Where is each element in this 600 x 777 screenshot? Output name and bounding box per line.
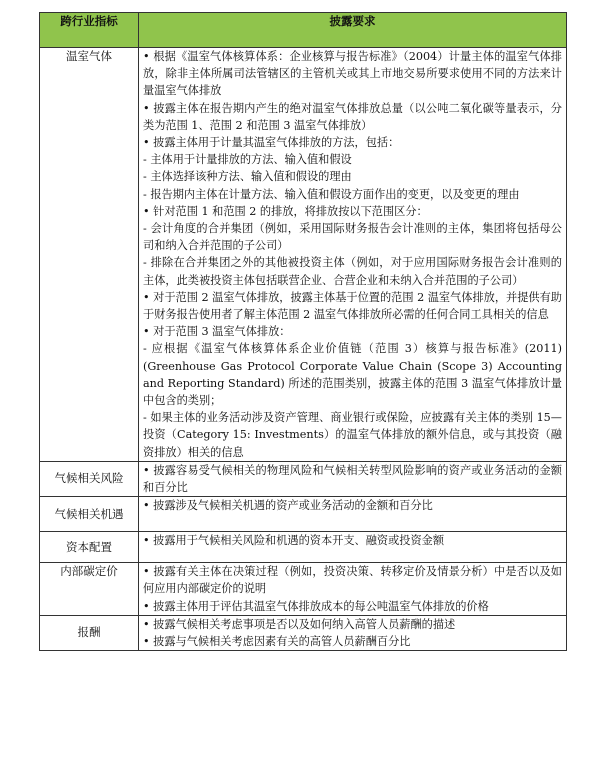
list-item: • 披露与气候相关考虑因素有关的高管人员薪酬百分比	[143, 635, 411, 649]
table-row-physical-risk	[40, 461, 567, 496]
row-label-remuneration: 报酬	[40, 615, 139, 650]
header-indicator: 跨行业指标	[40, 13, 139, 48]
list-item: - 会计角度的合并集团（例如，采用国际财务报告会计准则的主体，集团将包括母公司和纳入合并范围的子公司）	[143, 222, 562, 253]
row-label-climate-risk: 气候相关风险	[40, 461, 139, 496]
list-item: - 报告期内主体在计量方法、输入值和假设方面作出的变更，以及变更的理由	[143, 187, 520, 201]
row-content-internal-carbon-price	[139, 563, 567, 616]
list-item: - 如果主体的业务活动涉及资产管理、商业银行或保险，应披露有关主体的类别 15—投资（Category 15: Investments）的温室气体排放的额外信息，或与其投资（融资排放）相关的信息	[143, 411, 562, 459]
list-item: • 根据《温室气体核算体系：企业核算与报告标准》（2004）计量主体的温室气体排放，除非主体所属司法管辖区的主管机关或其上市地交易所要求使用不同的方法来计量温室气体排放	[143, 50, 562, 98]
table-row-carbon-price	[40, 563, 567, 616]
list-item: • 披露容易受气候相关的物理风险和气候相关转型风险影响的资产或业务活动的金额和百分比	[143, 463, 562, 495]
row-label-internal-carbon-price: 内部碳定价	[40, 563, 139, 616]
row-content-climate-risk	[139, 461, 567, 496]
list-item: • 针对范围 1 和范围 2 的排放，将排放按以下范围区分：	[143, 204, 428, 218]
header-requirement: 披露要求	[139, 13, 567, 48]
list-item: - 排除在合并集团之外的其他被投资主体（例如，对于应用国际财务报告会计准则的主体，此类被投资主体包括联营企业、合营企业和未纳入合并范围的子公司）	[143, 256, 562, 287]
list-item: • 对于范围 3 温室气体排放：	[143, 325, 291, 339]
table-header-row	[40, 13, 567, 48]
list-item: • 披露主体用于计量其温室气体排放的方法，包括：	[143, 136, 400, 150]
table-row-capital	[40, 532, 567, 563]
list-item: • 披露涉及气候相关机遇的资产或业务活动的金额和百分比	[143, 499, 433, 513]
list-item: - 应根据《温室气体核算体系企业价值链（范围 3）核算与报告标准》(2011)(Greenhouse Gas Protocol Corporate Value Chain (Scope 3) Accounting and Reporting Standard) 所述的范围类别，披露主体的范围 3 温室气体排放计量中包含的类别；	[143, 342, 562, 408]
table-row-remuneration	[40, 615, 567, 650]
row-content-climate-opportunity	[139, 497, 567, 532]
list-item: • 披露有关主体在决策过程（例如，投资决策、转移定价及情景分析）中是否以及如何应用内部碳定价的说明	[143, 565, 562, 596]
list-item: • 披露主体在报告期内产生的绝对温室气体排放总量（以公吨二氧化碳等量表示，分类为范围 1、范围 2 和范围 3 温室气体排放）	[143, 101, 562, 132]
row-label-ghg: 温室气体	[40, 48, 139, 462]
row-label-climate-opportunity: 气候相关机遇	[40, 497, 139, 532]
list-item: • 披露气候相关考虑事项是否以及如何纳入高管人员薪酬的描述	[143, 617, 456, 631]
row-content-ghg	[139, 48, 567, 462]
disclosure-table	[39, 12, 567, 651]
table-row-ghg	[40, 48, 567, 462]
row-label-capital-deployment: 资本配置	[40, 532, 139, 563]
row-content-capital-deployment	[139, 532, 567, 563]
list-item: • 披露用于气候相关风险和机遇的资本开支、融资或投资金额	[143, 534, 445, 548]
row-content-remuneration	[139, 615, 567, 650]
list-item: - 主体用于计量排放的方法、输入值和假设	[143, 153, 352, 167]
table-row-opportunity	[40, 497, 567, 532]
list-item: - 主体选择该种方法、输入值和假设的理由	[143, 170, 352, 184]
list-item: • 披露主体用于评估其温室气体排放成本的每公吨温室气体排放的价格	[143, 599, 489, 613]
list-item: • 对于范围 2 温室气体排放，披露主体基于位置的范围 2 温室气体排放，并提供有助于财务报告使用者了解主体范围 2 温室气体排放所必需的任何合同工具相关的信息	[143, 290, 562, 322]
